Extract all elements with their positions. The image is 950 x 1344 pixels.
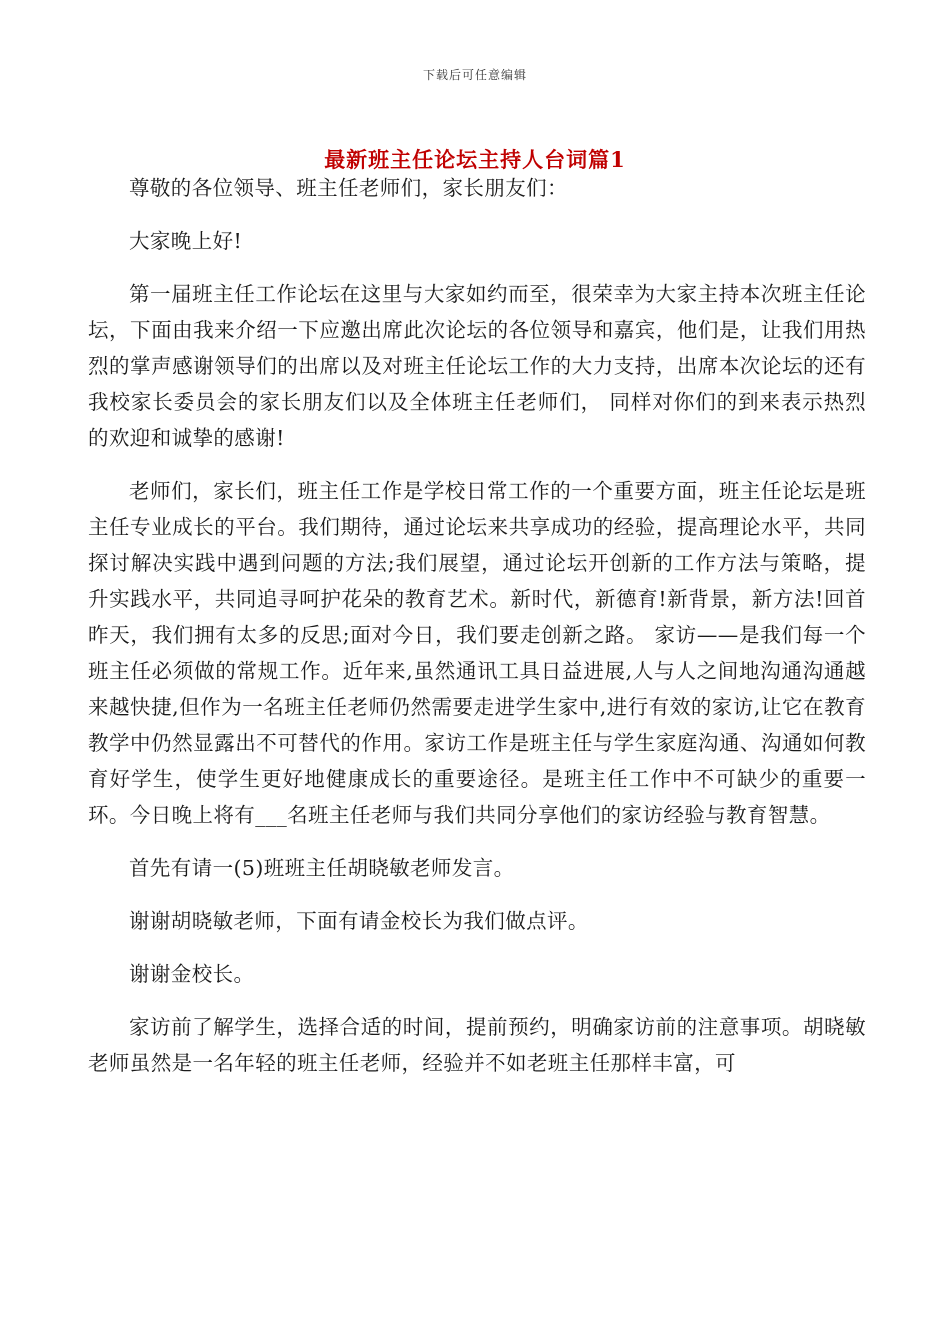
paragraph-greeting: 尊敬的各位领导、班主任老师们，家长朋友们： — [129, 176, 568, 200]
paragraph-forum-purpose: 老师们，家长们，班主任工作是学校日常工作的一个重要方面，班主任论坛是班主任专业成长的平台。我们期待，通过论坛来共享成功的经验，提高理论水平，共同探讨解决实践中遇到问题的方法;我们展望，通过论坛开创新的工作方法与策略，提升实践水平，共同追寻呵护花朵的教育艺术。新时代，新德育!新背景，新方法!回首昨天，我们拥有太多的反思;面对今日，我们要走创新之路。 家访——是我们每一个班主任必须做的常规工作。近年来,虽然通讯工具日益进展,人与人之间地沟通沟通越来越快捷,但作为一名班主任老师仍然需要走进学生家中,进行有效的家访,让它在教育教学中仍然显露出不可替代的作用。家访工作是班主任与学生家庭沟通、沟通如何教育好学生，使学生更好地健康成长的重要途径。是班主任工作中不可缺少的重要一环。今日晚上将有___名班主任老师与我们共同分享他们的家访经验与教育智慧。 — [88, 479, 866, 827]
paragraph-home-visit: 家访前了解学生，选择合适的时间，提前预约，明确家访前的注意事项。胡晓敏老师虽然是一名年轻的班主任老师，经验并不如老班主任那样丰富，可 — [88, 1015, 866, 1075]
document-body — [88, 170, 866, 1098]
paragraph-thanks-principal: 谢谢金校长。 — [129, 962, 255, 986]
paragraph-thanks-comment: 谢谢胡晓敏老师，下面有请金校长为我们做点评。 — [129, 909, 589, 933]
header-note: 下载后可任意编辑 — [422, 68, 527, 82]
paragraph-good-evening: 大家晚上好! — [129, 229, 243, 253]
document-title: 最新班主任论坛主持人台词篇1 — [324, 147, 626, 172]
paragraph-introduction: 第一届班主任工作论坛在这里与大家如约而至，很荣幸为大家主持本次班主任论坛，下面由我来介绍一下应邀出席此次论坛的各位领导和嘉宾，他们是，让我们用热烈的掌声感谢领导们的出席以及对班主任论坛工作的大力支持，出席本次论坛的还有我校家长委员会的家长朋友们以及全体班主任老师们， 同样对你们的到来表示热烈的欢迎和诚挚的感谢! — [88, 282, 866, 450]
paragraph-first-speaker: 首先有请一(5)班班主任胡晓敏老师发言。 — [129, 856, 515, 880]
